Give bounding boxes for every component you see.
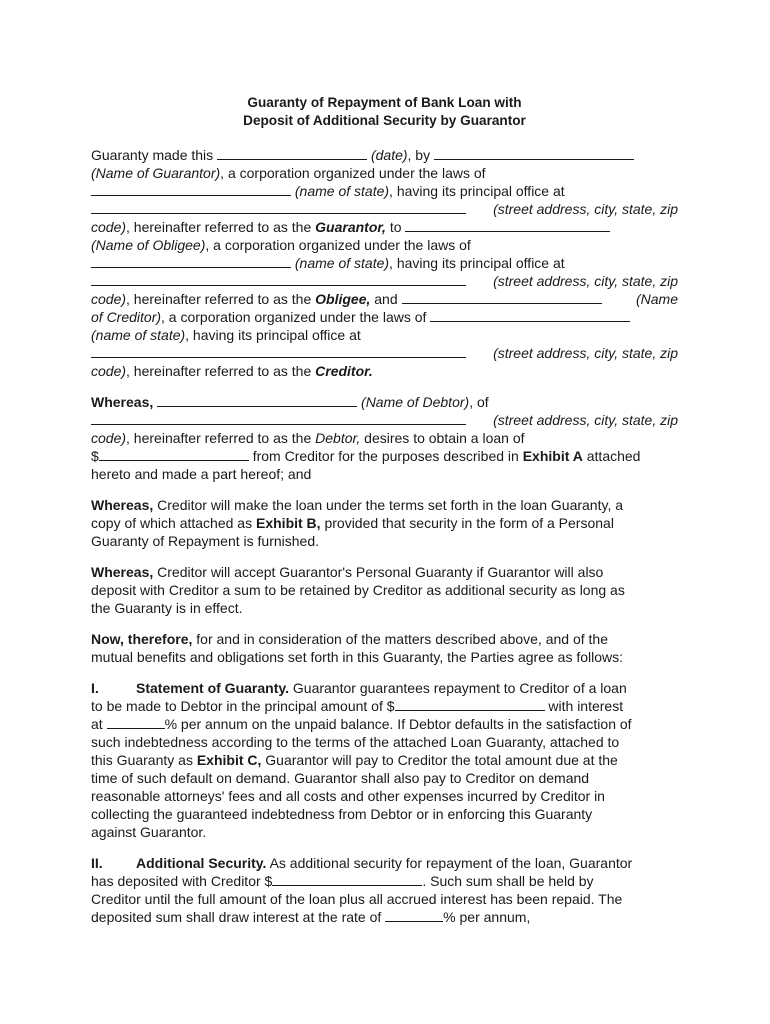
text: has deposited with Creditor $ xyxy=(91,873,273,889)
obligee-name-blank[interactable] xyxy=(405,219,610,232)
debtor-name-blank[interactable] xyxy=(157,394,357,407)
exhibit-ref: Exhibit B, xyxy=(256,515,321,531)
text: As additional security for repayment of the loan, Guarantor xyxy=(269,855,633,871)
hint: (street address, city, state, zip xyxy=(493,412,678,428)
lead: Whereas, xyxy=(91,564,154,580)
text: , hereinafter referred to as the xyxy=(126,219,312,235)
hint: code) xyxy=(91,291,127,307)
loan-amount-blank[interactable] xyxy=(99,448,249,461)
text: , a corporation organized under the laws of xyxy=(220,165,486,181)
interest-rate-blank[interactable] xyxy=(107,716,165,729)
section-additional-security xyxy=(91,854,678,926)
text: this Guaranty as xyxy=(91,752,193,768)
hint: (Name of Obligee) xyxy=(91,237,206,253)
document-title xyxy=(91,94,678,130)
text: to be made to Debtor in the principal amount of $ xyxy=(91,698,395,714)
section-heading: Additional Security. xyxy=(136,855,267,871)
text: , having its principal office at xyxy=(185,327,361,343)
hint: (name of state) xyxy=(294,183,390,199)
whereas-paragraph-3 xyxy=(91,563,678,617)
text: , hereinafter referred to as the xyxy=(126,291,312,307)
text: at xyxy=(91,716,103,732)
hint: (date) xyxy=(370,147,408,163)
hint: code) xyxy=(91,363,127,379)
lead: Whereas, xyxy=(91,497,154,513)
text: collecting the guaranteed indebtedness from Debtor or in enforcing this Guaranty xyxy=(91,806,593,822)
guarantor-state-blank[interactable] xyxy=(91,183,291,196)
term: Obligee, xyxy=(315,291,371,307)
obligee-state-blank[interactable] xyxy=(91,255,291,268)
text: % per annum on the unpaid balance. If Debtor defaults in the satisfaction of xyxy=(164,716,632,732)
text: hereto and made a part hereof; and xyxy=(91,466,312,482)
section-number: I. xyxy=(91,680,99,696)
section-heading: Statement of Guaranty. xyxy=(136,680,289,696)
hint: (Name xyxy=(635,291,678,307)
hint: (street address, city, state, zip xyxy=(493,345,678,361)
now-therefore-paragraph xyxy=(91,630,678,666)
text: against Guarantor. xyxy=(91,824,207,840)
text: Guaranty made this xyxy=(91,147,214,163)
text: , of xyxy=(469,394,489,410)
text: , by xyxy=(407,147,431,163)
hint: code) xyxy=(91,430,127,446)
creditor-address-blank[interactable] xyxy=(91,345,466,358)
text: time of such default on demand. Guarantor shall also pay to Creditor on demand xyxy=(91,770,590,786)
title-line-1: Guaranty of Repayment of Bank Loan with xyxy=(247,95,522,110)
text: Creditor will accept Guarantor's Personal Guaranty if Guarantor will also xyxy=(157,564,604,580)
text: , hereinafter referred to as the xyxy=(126,363,312,379)
deposit-interest-rate-blank[interactable] xyxy=(385,909,443,922)
obligee-address-blank[interactable] xyxy=(91,273,466,286)
text: from Creditor for the purposes described in xyxy=(252,448,519,464)
text: , having its principal office at xyxy=(389,255,565,271)
text: provided that security in the form of a Personal xyxy=(324,515,614,531)
text: copy of which attached as xyxy=(91,515,253,531)
text: Guaranty of Repayment is furnished. xyxy=(91,533,320,549)
lead: Whereas, xyxy=(91,394,154,410)
text: such indebtedness according to the terms of the attached Loan Guaranty, attached to xyxy=(91,734,620,750)
section-statement-of-guaranty xyxy=(91,679,678,841)
hint: (Name of Debtor) xyxy=(361,394,470,410)
text: with interest xyxy=(548,698,624,714)
text: , having its principal office at xyxy=(389,183,565,199)
text: attached xyxy=(586,448,641,464)
text: reasonable attorneys' fees and all costs and other expenses incurred by Creditor in xyxy=(91,788,605,804)
term: Creditor. xyxy=(315,363,373,379)
text: deposited sum shall draw interest at the rate of xyxy=(91,909,382,925)
text: % per annum, xyxy=(443,909,531,925)
text: for and in consideration of the matters described above, and of the xyxy=(196,631,608,647)
text: deposit with Creditor a sum to be retained by Creditor as additional security as long as xyxy=(91,582,625,598)
text: mutual benefits and obligations set forth in this Guaranty, the Parties agree as follows: xyxy=(91,649,624,665)
hint: (street address, city, state, zip xyxy=(493,201,678,217)
text: Creditor will make the loan under the terms set forth in the loan Guaranty, a xyxy=(157,497,624,513)
hint: code) xyxy=(91,219,127,235)
hint: (name of state) xyxy=(294,255,390,271)
hint: (street address, city, state, zip xyxy=(493,273,678,289)
text: $ xyxy=(91,448,99,464)
creditor-state-blank[interactable] xyxy=(430,309,630,322)
lead: Now, therefore, xyxy=(91,631,193,647)
guarantor-name-blank[interactable] xyxy=(434,147,634,160)
creditor-name-blank[interactable] xyxy=(402,291,602,304)
text: desires to obtain a loan of xyxy=(364,430,525,446)
hint: (name of state) xyxy=(91,327,186,343)
term: Debtor, xyxy=(315,430,361,446)
debtor-address-blank[interactable] xyxy=(91,412,466,425)
title-line-2: Deposit of Additional Security by Guarantor xyxy=(243,113,526,128)
text: , a corporation organized under the laws of xyxy=(161,309,427,325)
date-blank[interactable] xyxy=(217,147,367,160)
exhibit-ref: Exhibit C, xyxy=(196,752,262,768)
principal-amount-blank[interactable] xyxy=(395,698,545,711)
exhibit-ref: Exhibit A xyxy=(522,448,583,464)
text: . Such sum shall be held by xyxy=(422,873,594,889)
deposit-amount-blank[interactable] xyxy=(272,873,422,886)
hint: (Name of Guarantor) xyxy=(91,165,221,181)
whereas-paragraph-2 xyxy=(91,496,678,550)
text: , hereinafter referred to as the xyxy=(126,430,312,446)
text: Creditor until the full amount of the loan plus all accrued interest has been repaid. The xyxy=(91,891,623,907)
text: to xyxy=(389,219,402,235)
guarantor-address-blank[interactable] xyxy=(91,201,466,214)
text: and xyxy=(374,291,398,307)
text: , a corporation organized under the laws of xyxy=(205,237,471,253)
text: the Guaranty is in effect. xyxy=(91,600,243,616)
hint: of Creditor) xyxy=(91,309,162,325)
text: Guarantor guarantees repayment to Creditor of a loan xyxy=(292,680,627,696)
term: Guarantor, xyxy=(315,219,386,235)
text: Guarantor will pay to Creditor the total amount due at the xyxy=(265,752,618,768)
whereas-paragraph-1 xyxy=(91,393,678,483)
parties-paragraph xyxy=(91,146,678,380)
section-number: II. xyxy=(91,855,103,871)
